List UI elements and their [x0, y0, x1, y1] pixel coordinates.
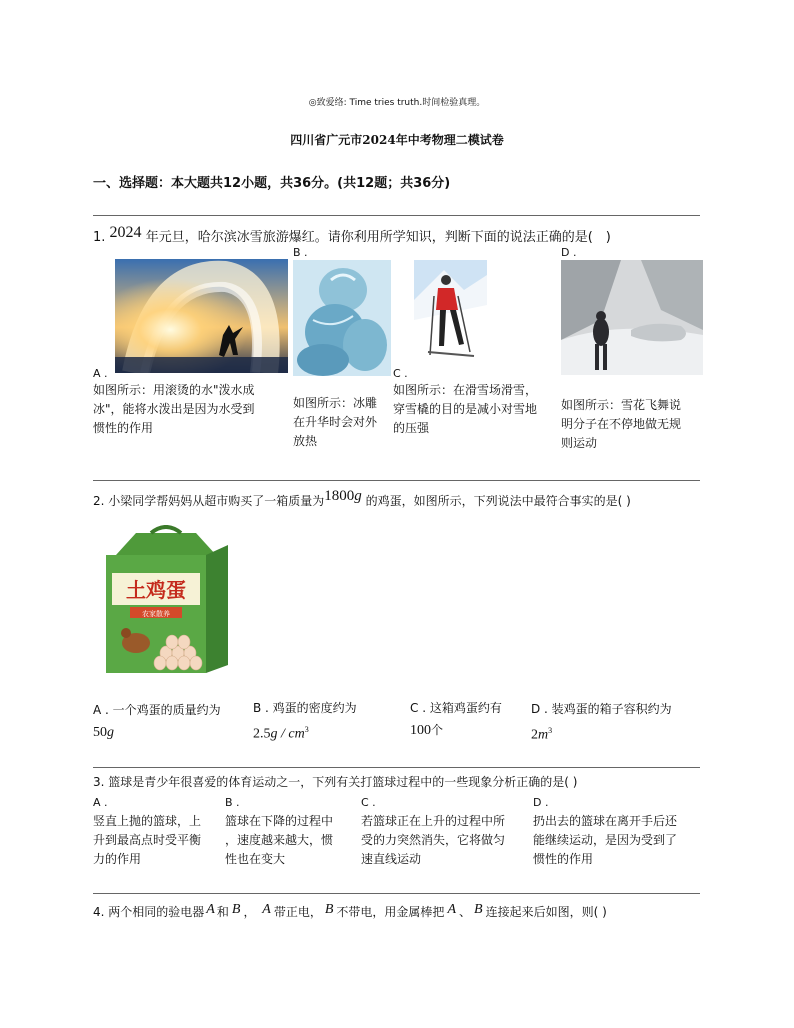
q1-option-c-letter: C .	[393, 367, 408, 380]
q2-option-a[interactable]: A . 一个鸡蛋的质量约为 50g	[93, 703, 221, 740]
q1-option-b-letter: B .	[293, 246, 308, 259]
question-1-stem: 1. 2024 年元旦，哈尔滨冰雪旅游爆红。请你利用所学知识，判断下面的说法正确的是( )	[93, 224, 611, 245]
egg-box-title: 土鸡蛋	[126, 578, 186, 602]
q1-option-d-letter: D .	[561, 246, 577, 259]
photo-skier	[414, 260, 487, 372]
divider	[93, 893, 700, 894]
q2-option-c[interactable]: C . 这箱鸡蛋约有 100个	[410, 701, 502, 738]
divider	[93, 767, 700, 768]
photo-snowfall	[561, 260, 703, 375]
page-title: 四川省广元市2024年中考物理二模试卷	[290, 133, 504, 147]
header-note: ◎致爱络: Time tries truth.时间检验真理。	[308, 98, 486, 108]
q1-option-d[interactable]: 如图所示：雪花飞舞说 明分子在不停地做无规 则运动	[561, 398, 682, 450]
q2-option-b[interactable]: B . 鸡蛋的密度约为 $2.5g / cm^3$	[253, 701, 357, 742]
q1-option-a[interactable]: 如图所示：用滚烫的水"泼水成 冰"，能将水泼出是因为水受到 惯性的作用	[93, 383, 255, 435]
question-4-stem: 4. 两个相同的验电器 A 和 B ， A 带正电， B 不带电，用金属棒把 A 、 B 连接起来后如图，则( )	[93, 902, 607, 919]
q1-option-c[interactable]: 如图所示：在滑雪场滑雪， 穿雪橇的目的是减小对雪地 的压强	[393, 383, 538, 435]
divider	[93, 480, 700, 481]
q3-option-b[interactable]: B . 篮球在下降的过程中 ，速度越来越大，惯 性也在变大	[225, 796, 334, 866]
photo-egg-box	[96, 525, 236, 680]
divider	[93, 215, 700, 216]
photo-boiling-water-ice	[115, 259, 288, 373]
q3-option-c[interactable]: C . 若篮球正在上升的过程中所 受的力突然消失，它将做匀 速直线运动	[361, 796, 506, 866]
question-3-stem: 3. 篮球是青少年很喜爱的体育运动之一，下列有关打篮球过程中的一些现象分析正确的是( )	[93, 775, 578, 789]
q1-option-b[interactable]: 如图所示：冰雕 在升华时会对外 放热	[293, 396, 378, 448]
section-heading: 一、选择题：本大题共12小题，共36分。(共12题；共36分)	[93, 176, 451, 191]
q3-option-d[interactable]: D . 扔出去的篮球在离开手后还 能继续运动，是因为受到了 惯性的作用	[533, 796, 678, 866]
q2-option-d[interactable]: D . 装鸡蛋的箱子容积约为 $2m^3$	[531, 702, 672, 743]
question-2-stem: 2. 小梁同学帮妈妈从超市购买了一箱质量为1800g 的鸡蛋，如图所示，下列说法中最符合事实的是( )	[93, 488, 631, 508]
photo-ice-sculpture	[293, 260, 391, 376]
q1-option-a-letter: A .	[93, 367, 108, 380]
egg-box-subtitle: 农家散养	[142, 610, 170, 618]
q3-option-a[interactable]: A . 竖直上抛的篮球，上 升到最高点时受平衡 力的作用	[93, 796, 202, 866]
